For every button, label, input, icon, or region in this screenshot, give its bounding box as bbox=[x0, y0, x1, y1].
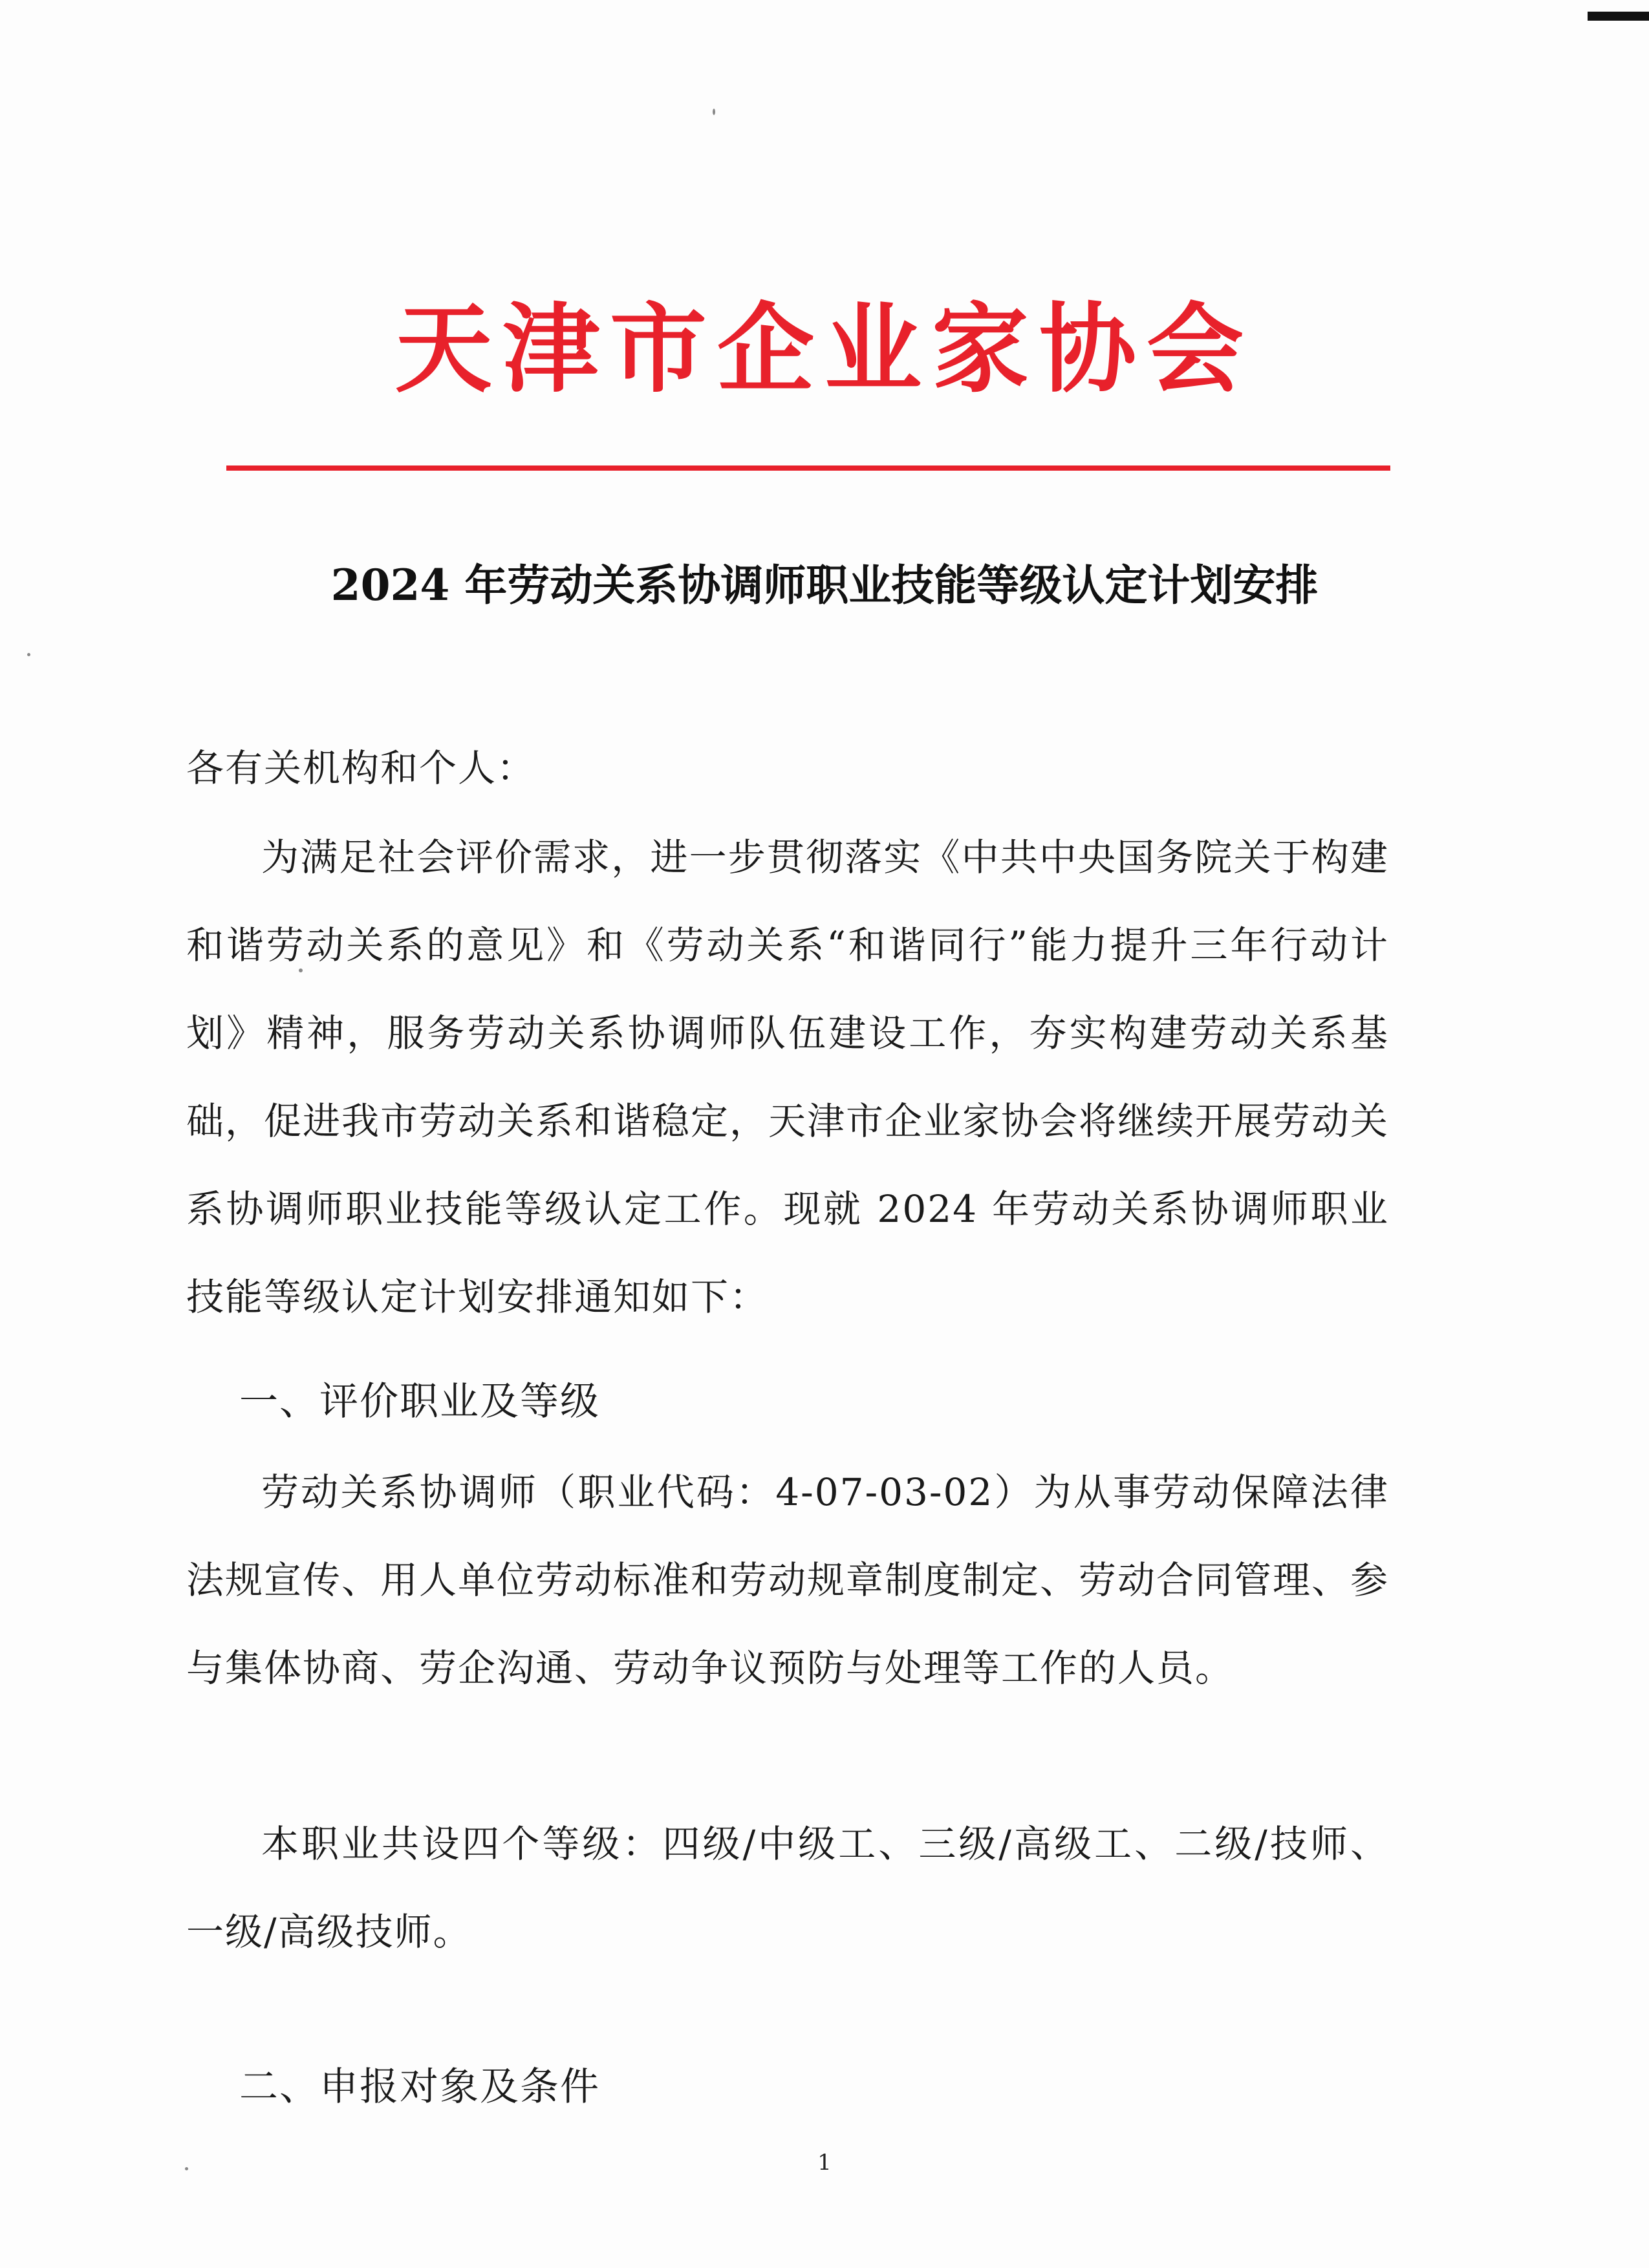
scan-edge-mark bbox=[1588, 12, 1649, 21]
salutation: 各有关机构和个人： bbox=[186, 746, 536, 790]
letterhead-red-rule bbox=[226, 465, 1390, 471]
scan-speck bbox=[27, 653, 30, 656]
letterhead-org-name: 天津市企业家协会 bbox=[394, 292, 1254, 406]
scan-speck bbox=[713, 109, 715, 115]
section-heading-2: 二、申报对象及条件 bbox=[239, 2064, 600, 2110]
page-number: 1 bbox=[817, 2150, 832, 2176]
intro-paragraph: 为满足社会评价需求，进一步贯彻落实《中共中央国务院关于构建和谐劳动关系的意见》和《劳动关系“和谐同行”能力提升三年行动计划》精神，服务劳动关系协调师队伍建设工作，夯实构建劳动关系基础，促进我市劳动关系和谐稳定，天津市企业家协会将继续开展劳动关系协调师职业技能等级认定工作。现就 2024 年劳动关系协调师职业技能等级认定计划安排通知如下： bbox=[186, 835, 1390, 1319]
document-title: 2024 年劳动关系协调师职业技能等级认定计划安排 bbox=[330, 560, 1319, 610]
section-heading-1: 一、评价职业及等级 bbox=[239, 1379, 600, 1424]
section-1-paragraph-2: 本职业共设四个等级：四级/中级工、三级/高级工、二级/技师、一级/高级技师。 bbox=[186, 1822, 1389, 1954]
section-1-paragraph-1: 劳动关系协调师（职业代码：4-07-03-02）为从事劳动保障法律法规宣传、用人单位劳动标准和劳动规章制度制定、劳动合同管理、参与集体协商、劳企沟通、劳动争议预防与处理等工作的人员。 bbox=[186, 1470, 1390, 1690]
